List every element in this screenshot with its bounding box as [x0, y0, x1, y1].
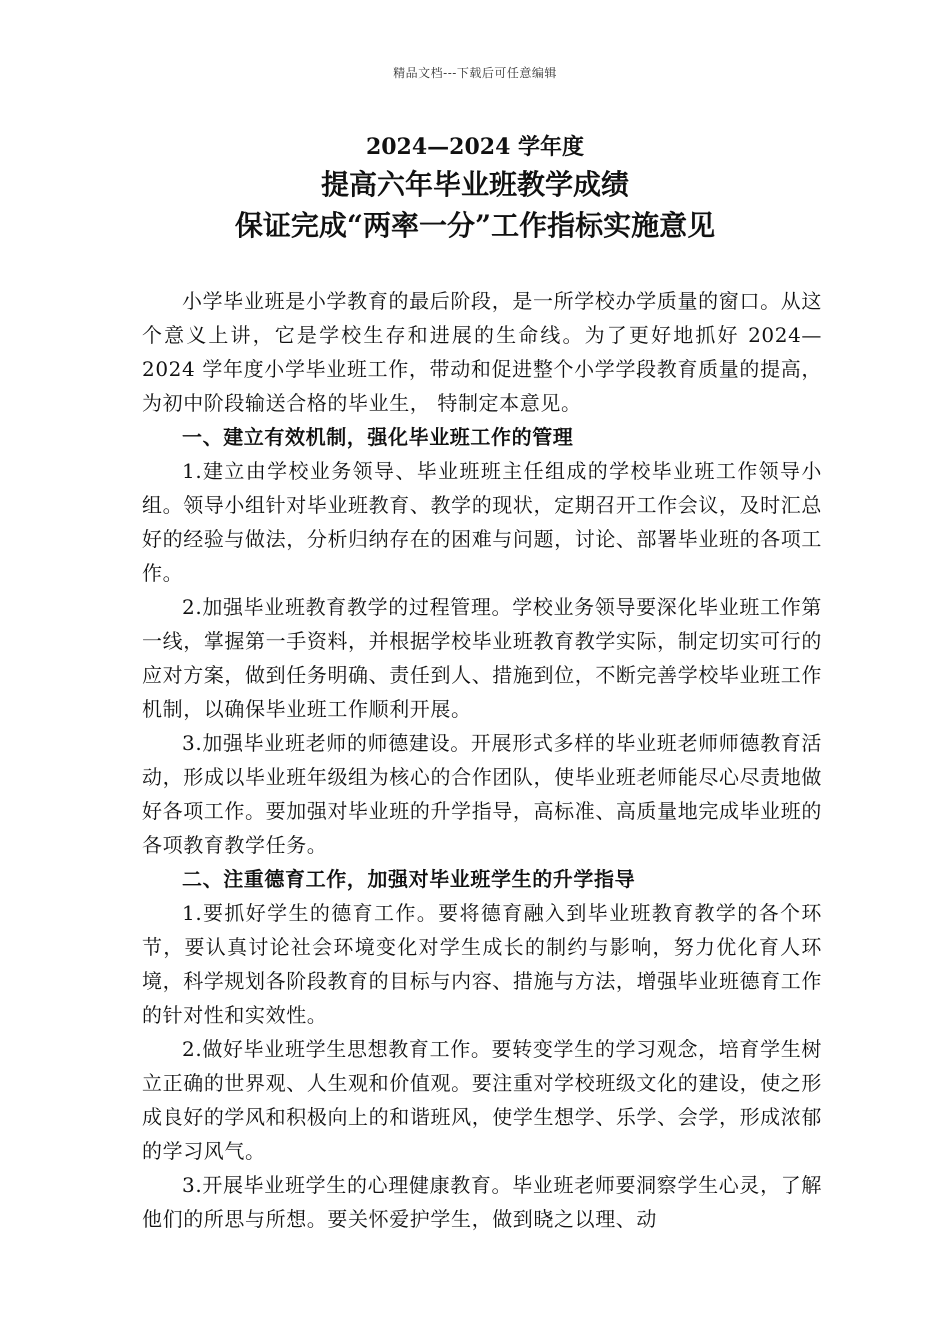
intro-paragraph: 小学毕业班是小学教育的最后阶段，是一所学校办学质量的窗口。从这个意义上讲，它是学校生存和进展的生命线。为了更好地抓好 2024—2024 学年度小学毕业班工作，带动和促进整个小学学段教育质量的提高，为初中阶段输送合格的毕业生， 特制定本意见。 [142, 289, 822, 415]
section-heading-1: 一、建立有效机制，强化毕业班工作的管理 [182, 425, 574, 449]
section-1-item-1: 1.建立由学校业务领导、毕业班班主任组成的学校毕业班工作领导小组。领导小组针对毕业班教育、教学的现状，定期召开工作会议，及时汇总好的经验与做法，分析归纳存在的困难与问题，讨论、部署毕业班的各项工作。 [142, 459, 822, 585]
section-2-item-2: 2.做好毕业班学生思想教育工作。要转变学生的学习观念，培育学生树立正确的世界观、人生观和价值观。要注重对学校班级文化的建设，使之形成良好的学风和积极向上的和谐班风，使学生想学、乐学、会学，形成浓郁的学习风气。 [142, 1037, 822, 1163]
title-line-1: 提高六年毕业班教学成绩 [320, 168, 629, 201]
document-body [142, 284, 822, 1236]
section-1-item-2: 2.加强毕业班教育教学的过程管理。学校业务领导要深化毕业班工作第一线，掌握第一手资料，并根据学校毕业班教育教学实际，制定切实可行的应对方案，做到任务明确、责任到人、措施到位，不断完善学校毕业班工作机制，以确保毕业班工作顺利开展。 [142, 595, 822, 721]
title-year-line: 2024—2024 学年度 [365, 134, 585, 160]
title-line-2: 保证完成“两率一分”工作指标实施意见 [234, 209, 716, 242]
document-title-block [0, 130, 950, 246]
section-1-item-3: 3.加强毕业班老师的师德建设。开展形式多样的毕业班老师师德教育活动，形成以毕业班年级组为核心的合作团队，使毕业班老师能尽心尽责地做好各项工作。要加强对毕业班的升学指导，高标准、高质量地完成毕业班的各项教育教学任务。 [142, 731, 822, 857]
section-2-item-3: 3.开展毕业班学生的心理健康教育。毕业班老师要洞察学生心灵，了解他们的所思与所想。要关怀爱护学生，做到晓之以理、动 [142, 1173, 822, 1231]
header-note: 精品文档---下载后可任意编辑 [393, 66, 557, 80]
section-2-item-1: 1.要抓好学生的德育工作。要将德育融入到毕业班教育教学的各个环节，要认真讨论社会环境变化对学生成长的制约与影响，努力优化育人环境，科学规划各阶段教育的目标与内容、措施与方法，增强毕业班德育工作的针对性和实效性。 [142, 901, 822, 1027]
section-heading-2: 二、注重德育工作，加强对毕业班学生的升学指导 [182, 867, 636, 891]
